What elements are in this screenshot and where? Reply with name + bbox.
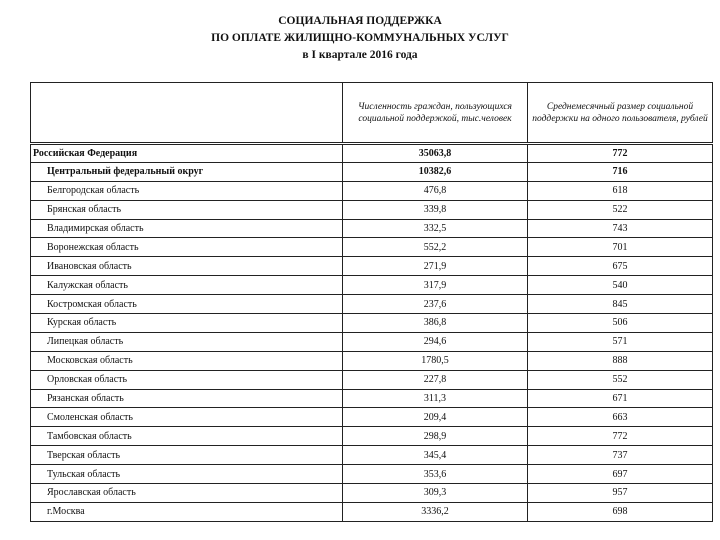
table-row bbox=[31, 370, 713, 389]
table-row bbox=[31, 200, 713, 219]
table-header-row bbox=[31, 83, 713, 144]
average-cell: 552 bbox=[528, 370, 713, 389]
region-name: Центральный федеральный округ bbox=[31, 162, 343, 181]
average-cell: 743 bbox=[528, 219, 713, 238]
support-table bbox=[30, 82, 713, 522]
header-average: Среднемесячный размер социальной поддержки на одного пользователя, рублей bbox=[528, 83, 713, 144]
region-name: Московская область bbox=[31, 351, 343, 370]
region-name: Ивановская область bbox=[31, 257, 343, 276]
title-line-1: СОЦИАЛЬНАЯ ПОДДЕРЖКА bbox=[278, 15, 442, 27]
average-cell: 506 bbox=[528, 314, 713, 333]
region-name: Тульская область bbox=[31, 465, 343, 484]
region-name: Брянская область bbox=[31, 200, 343, 219]
table-row bbox=[31, 162, 713, 181]
header-region bbox=[31, 83, 343, 144]
region-name: Тверская область bbox=[31, 446, 343, 465]
count-cell: 386,8 bbox=[343, 314, 528, 333]
table-row bbox=[31, 427, 713, 446]
region-name: Воронежская область bbox=[31, 238, 343, 257]
region-name: Костромская область bbox=[31, 295, 343, 314]
count-cell: 317,9 bbox=[343, 276, 528, 295]
table-row bbox=[31, 446, 713, 465]
average-cell: 671 bbox=[528, 389, 713, 408]
count-cell: 309,3 bbox=[343, 484, 528, 503]
table-row bbox=[31, 219, 713, 238]
table-row bbox=[31, 502, 713, 521]
average-cell: 845 bbox=[528, 295, 713, 314]
region-name: Российская Федерация bbox=[31, 144, 343, 163]
count-cell: 339,8 bbox=[343, 200, 528, 219]
count-cell: 345,4 bbox=[343, 446, 528, 465]
table-row bbox=[31, 408, 713, 427]
table-row bbox=[31, 465, 713, 484]
average-cell: 675 bbox=[528, 257, 713, 276]
average-cell: 772 bbox=[528, 144, 713, 163]
region-name: Белгородская область bbox=[31, 181, 343, 200]
region-name: Тамбовская область bbox=[31, 427, 343, 446]
count-cell: 209,4 bbox=[343, 408, 528, 427]
region-name: Калужская область bbox=[31, 276, 343, 295]
average-cell: 737 bbox=[528, 446, 713, 465]
count-cell: 35063,8 bbox=[343, 144, 528, 163]
region-name: Орловская область bbox=[31, 370, 343, 389]
table-row bbox=[31, 238, 713, 257]
average-cell: 698 bbox=[528, 502, 713, 521]
region-name: Владимирская область bbox=[31, 219, 343, 238]
table-row bbox=[31, 351, 713, 370]
header-count: Численность граждан, пользующихся социальной поддержкой, тыс.человек bbox=[343, 83, 528, 144]
count-cell: 227,8 bbox=[343, 370, 528, 389]
table-row bbox=[31, 314, 713, 333]
average-cell: 957 bbox=[528, 484, 713, 503]
average-cell: 716 bbox=[528, 162, 713, 181]
table-row bbox=[31, 181, 713, 200]
table-row bbox=[31, 257, 713, 276]
count-cell: 3336,2 bbox=[343, 502, 528, 521]
count-cell: 271,9 bbox=[343, 257, 528, 276]
count-cell: 294,6 bbox=[343, 332, 528, 351]
count-cell: 353,6 bbox=[343, 465, 528, 484]
table-row bbox=[31, 276, 713, 295]
table-row bbox=[31, 295, 713, 314]
average-cell: 701 bbox=[528, 238, 713, 257]
count-cell: 10382,6 bbox=[343, 162, 528, 181]
document-title bbox=[0, 13, 720, 64]
average-cell: 522 bbox=[528, 200, 713, 219]
table-row bbox=[31, 389, 713, 408]
region-name: Липецкая область bbox=[31, 332, 343, 351]
table-row bbox=[31, 484, 713, 503]
count-cell: 476,8 bbox=[343, 181, 528, 200]
region-name: Рязанская область bbox=[31, 389, 343, 408]
count-cell: 237,6 bbox=[343, 295, 528, 314]
title-line-3: в I квартале 2016 года bbox=[302, 49, 418, 61]
average-cell: 888 bbox=[528, 351, 713, 370]
table-row bbox=[31, 144, 713, 163]
average-cell: 618 bbox=[528, 181, 713, 200]
region-name: г.Москва bbox=[31, 502, 343, 521]
region-name: Ярославская область bbox=[31, 484, 343, 503]
count-cell: 1780,5 bbox=[343, 351, 528, 370]
average-cell: 571 bbox=[528, 332, 713, 351]
title-line-2: ПО ОПЛАТЕ ЖИЛИЩНО-КОММУНАЛЬНЫХ УСЛУГ bbox=[211, 32, 509, 44]
average-cell: 697 bbox=[528, 465, 713, 484]
average-cell: 540 bbox=[528, 276, 713, 295]
average-cell: 772 bbox=[528, 427, 713, 446]
count-cell: 552,2 bbox=[343, 238, 528, 257]
average-cell: 663 bbox=[528, 408, 713, 427]
count-cell: 311,3 bbox=[343, 389, 528, 408]
region-name: Смоленская область bbox=[31, 408, 343, 427]
count-cell: 332,5 bbox=[343, 219, 528, 238]
region-name: Курская область bbox=[31, 314, 343, 333]
count-cell: 298,9 bbox=[343, 427, 528, 446]
table-row bbox=[31, 332, 713, 351]
